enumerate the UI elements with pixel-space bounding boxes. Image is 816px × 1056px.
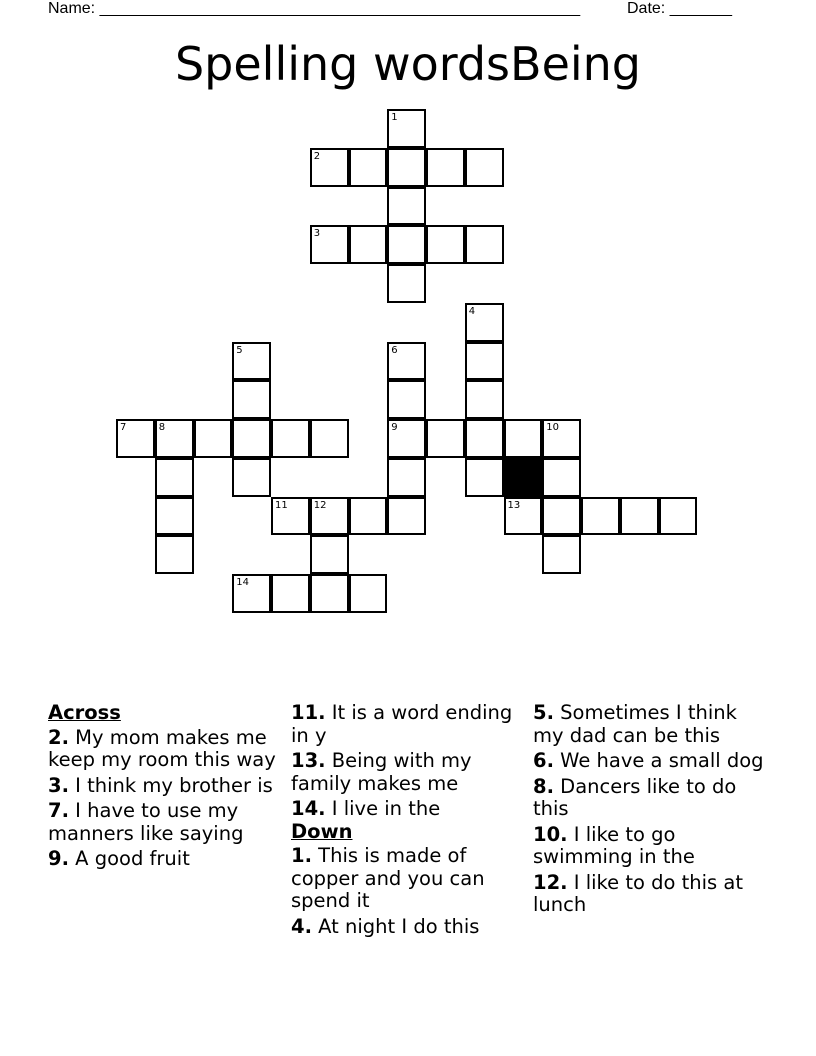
clue-across-2 (48, 727, 280, 772)
cell-number: 6 (391, 344, 398, 356)
clue-number: 11. (291, 701, 326, 724)
grid-cell[interactable] (310, 225, 349, 264)
grid-cell[interactable] (387, 419, 426, 458)
clue-number: 5. (533, 701, 554, 724)
clue-across-9 (48, 848, 280, 871)
grid-cell[interactable] (542, 497, 581, 536)
grid-cell[interactable] (387, 342, 426, 381)
cell-number: 13 (507, 499, 521, 511)
page-title: Spelling wordsBeing (174, 37, 642, 91)
grid-cell[interactable] (349, 148, 388, 187)
clue-number: 12. (533, 870, 568, 894)
grid-cell[interactable] (310, 535, 349, 574)
grid-cell[interactable] (387, 225, 426, 264)
clue-text: At night I do this (311, 914, 480, 938)
clue-down-6 (533, 750, 773, 773)
cell-number: 10 (546, 422, 559, 433)
grid-cell[interactable] (349, 225, 388, 264)
cell-number: 8 (158, 422, 166, 433)
clue-text: We have a small dog (553, 749, 764, 772)
grid-cell[interactable] (310, 419, 349, 458)
grid-cell[interactable] (387, 148, 426, 187)
grid-cell[interactable] (426, 148, 465, 187)
grid-cell[interactable] (387, 109, 426, 148)
date-field-label: Date: _______ (627, 0, 732, 17)
grid-cell[interactable] (349, 497, 388, 536)
grid-cell[interactable] (387, 187, 426, 226)
clue-down-12 (533, 872, 773, 917)
clue-number: 10. (533, 822, 568, 846)
cell-number: 14 (236, 577, 249, 588)
grid-cell[interactable] (271, 419, 310, 458)
clue-number: 8. (533, 774, 554, 798)
clue-down-4 (291, 916, 523, 939)
clues-column-2 (291, 702, 523, 941)
clue-text: A good fruit (68, 847, 190, 870)
clue-number: 4. (291, 914, 312, 938)
down-heading: Down (291, 819, 353, 843)
grid-cell[interactable] (349, 574, 388, 613)
clue-text: Being with my family makes me (291, 749, 472, 795)
grid-cell[interactable] (465, 342, 504, 381)
grid-cell[interactable] (155, 419, 194, 458)
across-heading: Across (48, 701, 121, 724)
grid-cell[interactable] (155, 535, 194, 574)
clue-text: I think my brother is (68, 773, 273, 797)
grid-cell[interactable] (465, 303, 504, 342)
clue-number: 9. (48, 847, 69, 870)
grid-cell[interactable] (155, 497, 194, 536)
cell-number: 7 (120, 422, 127, 433)
clue-number: 14. (291, 797, 326, 820)
grid-cell[interactable] (465, 148, 504, 187)
grid-cell[interactable] (581, 497, 620, 536)
clue-down-1 (291, 845, 523, 913)
clue-text: My mom makes me keep my room this way (48, 725, 276, 771)
clue-across-14 (291, 798, 523, 821)
clue-down-8 (533, 776, 773, 821)
clues-column-1 (48, 702, 280, 874)
name-field-label: Name: ______________________________________________________ (48, 0, 581, 17)
grid-cell[interactable] (659, 497, 698, 536)
clue-across-7 (48, 800, 280, 845)
cell-number: 2 (313, 150, 321, 162)
grid-cell[interactable] (387, 380, 426, 419)
cell-number: 12 (313, 499, 327, 511)
grid-cell[interactable] (426, 419, 465, 458)
grid-cell[interactable] (542, 458, 581, 497)
grid-cell[interactable] (542, 419, 581, 458)
grid-cell[interactable] (387, 264, 426, 303)
grid-cell[interactable] (426, 225, 465, 264)
clue-number: 13. (291, 749, 326, 772)
clue-across-13 (291, 750, 523, 795)
clue-down-10 (533, 824, 773, 869)
grid-cell[interactable] (194, 419, 233, 458)
grid-cell[interactable] (465, 225, 504, 264)
grid-cell[interactable] (387, 497, 426, 536)
grid-cell[interactable] (465, 458, 504, 497)
clue-text: I live in the (325, 797, 441, 820)
black-cell (504, 458, 543, 497)
cell-number: 3 (313, 228, 321, 240)
grid-cell[interactable] (387, 458, 426, 497)
grid-cell[interactable] (271, 574, 310, 613)
grid-cell[interactable] (465, 419, 504, 458)
clues-column-3 (533, 702, 773, 920)
clue-number: 1. (291, 844, 312, 867)
cell-number: 4 (468, 305, 476, 317)
cell-number: 1 (391, 112, 398, 123)
grid-cell[interactable] (310, 574, 349, 613)
clue-text: Dancers like to do this (533, 774, 737, 820)
grid-cell[interactable] (116, 419, 155, 458)
clue-text: It is a word ending in y (291, 701, 513, 747)
grid-cell[interactable] (542, 535, 581, 574)
grid-cell[interactable] (155, 458, 194, 497)
clue-number: 6. (533, 749, 554, 772)
grid-cell[interactable] (504, 497, 543, 536)
grid-cell[interactable] (271, 497, 310, 536)
clue-text: I have to use my manners like saying (48, 799, 244, 845)
grid-cell[interactable] (310, 497, 349, 536)
clue-across-3 (48, 775, 280, 798)
grid-cell[interactable] (504, 419, 543, 458)
clue-text: I like to do this at lunch (533, 870, 743, 916)
clue-number: 3. (48, 773, 69, 797)
clue-number: 7. (48, 799, 69, 822)
cell-number: 5 (236, 344, 243, 356)
clue-text: I like to go swimming in the (533, 822, 695, 868)
clue-down-5 (533, 702, 773, 747)
grid-cell[interactable] (232, 380, 271, 419)
grid-cell[interactable] (465, 380, 504, 419)
grid-cell[interactable] (232, 419, 271, 458)
cell-number: 9 (391, 422, 398, 433)
grid-cell[interactable] (232, 574, 271, 613)
grid-cell[interactable] (310, 148, 349, 187)
grid-cell[interactable] (620, 497, 659, 536)
clue-across-11 (291, 702, 523, 747)
grid-cell[interactable] (232, 458, 271, 497)
grid-cell[interactable] (232, 342, 271, 381)
cell-number: 11 (275, 499, 288, 511)
clue-text: Sometimes I think my dad can be this (533, 701, 737, 747)
clue-number: 2. (48, 725, 69, 749)
clue-text: This is made of copper and you can spend it (291, 844, 485, 912)
